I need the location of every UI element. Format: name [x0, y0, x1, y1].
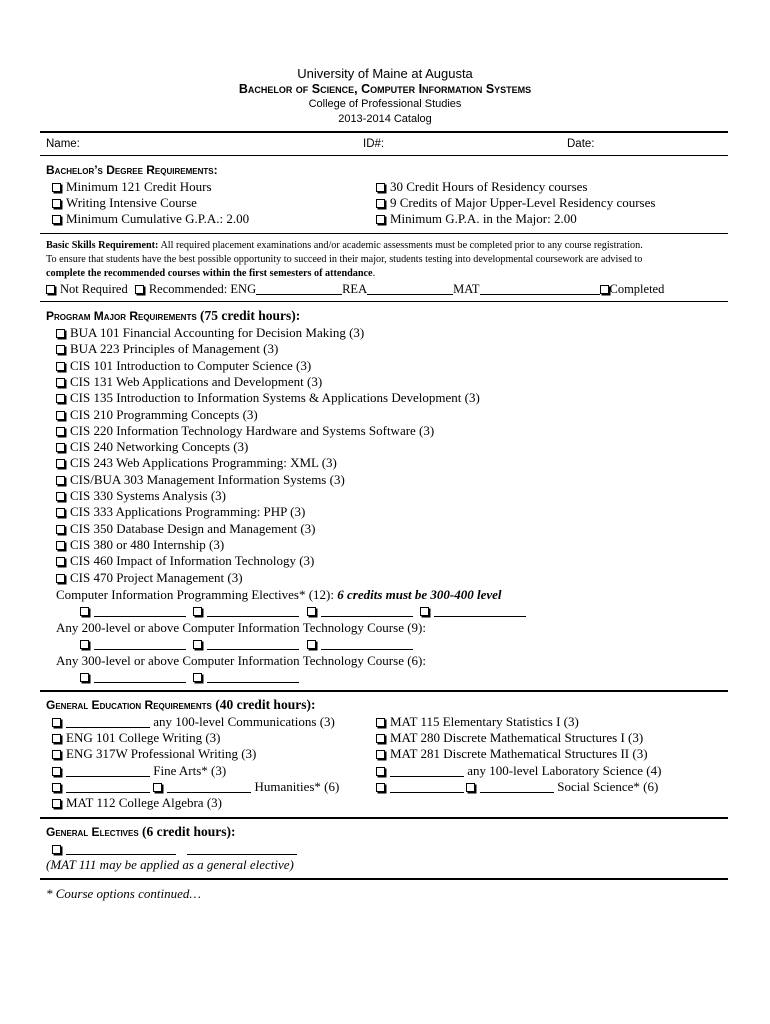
- checkbox[interactable]: [52, 783, 61, 792]
- course-blank[interactable]: [66, 844, 176, 855]
- gened-social-science: Social Science* (6): [376, 779, 658, 795]
- cip-electives-note: 6 credits must be 300-400 level: [337, 587, 502, 602]
- course-label: CIS/BUA 303 Management Information Systems (3): [70, 471, 345, 487]
- gened-mat280: MAT 280 Discrete Mathematical Structures I (3): [376, 730, 643, 746]
- elective-blank[interactable]: [207, 606, 299, 617]
- course-label: CIS 380 or 480 Internship (3): [70, 536, 225, 552]
- major-course-item: [56, 423, 434, 439]
- checkbox[interactable]: [307, 607, 316, 616]
- major-course-item: [56, 341, 278, 357]
- electives-divider: [40, 878, 728, 880]
- cip-electives-blanks: [80, 603, 526, 619]
- gened-lab-science: any 100-level Laboratory Science (4): [376, 763, 661, 779]
- rea-blank[interactable]: [367, 284, 453, 295]
- major-divider: [40, 690, 728, 692]
- basic-skills-divider: [40, 301, 728, 302]
- checkbox[interactable]: [376, 199, 385, 208]
- course-blank[interactable]: [480, 782, 554, 793]
- checkbox[interactable]: [52, 845, 61, 854]
- bachelor-divider: [40, 233, 728, 234]
- basic-skills-label: Basic Skills Requirement:: [46, 240, 159, 251]
- course-label: CIS 330 Systems Analysis (3): [70, 488, 227, 503]
- course-blank[interactable]: [94, 639, 186, 650]
- major-course-item: [56, 390, 480, 406]
- checkbox[interactable]: [376, 183, 385, 192]
- course-blank[interactable]: [66, 717, 150, 728]
- bachelor-req-left-0: Minimum 121 Credit Hours: [52, 179, 212, 195]
- elective-blank[interactable]: [94, 606, 186, 617]
- course-label: BUA 101 Financial Accounting for Decision Making (3): [70, 325, 365, 340]
- bachelor-req-left-2: Minimum Cumulative G.P.A.: 2.00: [52, 211, 249, 227]
- course-label: CIS 333 Applications Programming: PHP (3): [70, 504, 306, 520]
- college-name: College of Professional Studies: [308, 98, 462, 110]
- checkbox[interactable]: [56, 362, 65, 371]
- checkbox[interactable]: [80, 640, 89, 649]
- elective-blank[interactable]: [434, 606, 526, 617]
- gened-humanities: Humanities* (6): [52, 779, 339, 795]
- basic-skills-line-3: complete the recommended courses within the first semesters of attendance.: [46, 268, 376, 279]
- checkbox[interactable]: [56, 525, 65, 534]
- checkbox[interactable]: [52, 718, 61, 727]
- catalog-year: 2013-2014 Catalog: [338, 113, 432, 125]
- checkbox[interactable]: [56, 459, 65, 468]
- checkbox[interactable]: [52, 750, 61, 759]
- basic-skills-line-2: To ensure that students have the best possible opportunity to succeed in their major, students testing into developmental coursework are advised to: [46, 254, 643, 265]
- checkbox[interactable]: [52, 767, 61, 776]
- checkbox[interactable]: [56, 508, 65, 517]
- degree-title: Bachelor of Science, Computer Information Systems: [238, 82, 532, 96]
- checkbox[interactable]: [52, 799, 61, 808]
- course-blank[interactable]: [94, 672, 186, 683]
- checkbox[interactable]: [56, 394, 65, 403]
- checkbox[interactable]: [56, 574, 65, 583]
- major-course-item: [56, 488, 226, 504]
- course-blank[interactable]: [207, 639, 299, 650]
- checkbox[interactable]: [56, 427, 65, 436]
- checkbox[interactable]: [56, 476, 65, 485]
- any200-label: Any 200-level or above Computer Information Technology Course (9):: [56, 620, 426, 635]
- checkbox[interactable]: [56, 557, 65, 566]
- major-course-item: [56, 504, 305, 520]
- major-course-item: [56, 358, 311, 374]
- gened-mat281: MAT 281 Discrete Mathematical Structures II (3): [376, 746, 648, 762]
- course-label: CIS 101 Introduction to Computer Science (3): [70, 357, 312, 373]
- checkbox[interactable]: [466, 783, 475, 792]
- checkbox[interactable]: [376, 783, 385, 792]
- course-label: CIS 210 Programming Concepts (3): [70, 406, 258, 422]
- course-label: CIS 470 Project Management (3): [70, 569, 243, 585]
- major-course-item: [56, 472, 345, 488]
- mat-blank[interactable]: [480, 284, 600, 295]
- bachelor-req-right-1: 9 Credits of Major Upper-Level Residency courses: [376, 195, 655, 211]
- checkbox[interactable]: [52, 215, 61, 224]
- major-course-item: [56, 553, 314, 569]
- checkbox[interactable]: [52, 734, 61, 743]
- checkbox[interactable]: [376, 767, 385, 776]
- recommended-checkbox[interactable]: [135, 285, 144, 294]
- cip-electives-label: Computer Information Programming Electives* (12): 6 credits must be 300-400 level: [56, 587, 502, 602]
- gened-communications: any 100-level Communications (3): [52, 714, 335, 730]
- mat111-note: (MAT 111 may be applied as a general elective): [46, 857, 294, 872]
- course-label: CIS 220 Information Technology Hardware and Systems Software (3): [70, 422, 435, 438]
- course-blank[interactable]: [187, 844, 297, 855]
- course-blank[interactable]: [390, 782, 464, 793]
- checkbox[interactable]: [153, 783, 162, 792]
- placement-status-line: Not Required Recommended: ENG REA MAT Completed: [46, 282, 664, 297]
- course-label: CIS 135 Introduction to Information Systems & Applications Development (3): [70, 390, 480, 406]
- gened-mat112: MAT 112 College Algebra (3): [52, 795, 222, 811]
- major-course-item: [56, 439, 248, 455]
- course-label: CIS 243 Web Applications Programming: XML (3): [70, 455, 337, 471]
- checkbox[interactable]: [376, 718, 385, 727]
- gened-fine-arts: Fine Arts* (3): [52, 763, 226, 779]
- checkbox[interactable]: [56, 443, 65, 452]
- checkbox[interactable]: [52, 183, 61, 192]
- checkbox[interactable]: [307, 640, 316, 649]
- gened-eng101: ENG 101 College Writing (3): [52, 730, 221, 746]
- checkbox[interactable]: [420, 607, 429, 616]
- major-course-item: [56, 407, 258, 423]
- course-label: CIS 131 Web Applications and Development (3): [70, 373, 323, 389]
- checkbox[interactable]: [80, 673, 89, 682]
- completed-checkbox[interactable]: [600, 285, 609, 294]
- any300-blanks: [80, 669, 299, 685]
- gened-eng317: ENG 317W Professional Writing (3): [52, 746, 256, 762]
- course-label: CIS 460 Impact of Information Technology (3): [70, 553, 315, 569]
- checkbox[interactable]: [56, 329, 65, 338]
- course-blank[interactable]: [167, 782, 251, 793]
- major-course-item: [56, 374, 322, 390]
- university-name: University of Maine at Augusta: [297, 66, 473, 81]
- checkbox[interactable]: [193, 673, 202, 682]
- not-required-checkbox[interactable]: [46, 285, 55, 294]
- course-blank[interactable]: [390, 766, 464, 777]
- date-label: Date:: [567, 138, 595, 150]
- eng-blank[interactable]: [256, 284, 342, 295]
- name-label: Name:: [46, 138, 80, 150]
- major-course-item: [56, 325, 364, 341]
- checkbox[interactable]: [52, 199, 61, 208]
- bachelor-req-right-2: Minimum G.P.A. in the Major: 2.00: [376, 211, 577, 227]
- course-label: BUA 223 Principles of Management (3): [70, 341, 279, 357]
- checkbox[interactable]: [56, 541, 65, 550]
- bachelor-requirements-heading: Bachelor’s Degree Requirements:: [46, 163, 218, 177]
- elective-blank[interactable]: [321, 606, 413, 617]
- checkbox[interactable]: [193, 607, 202, 616]
- checkbox[interactable]: [56, 378, 65, 387]
- general-electives-heading: General Electives (6 credit hours):: [46, 824, 236, 839]
- checkbox[interactable]: [80, 607, 89, 616]
- general-education-heading: General Education Requirements (40 credit hours):: [46, 697, 316, 712]
- gened-mat115: MAT 115 Elementary Statistics I (3): [376, 714, 579, 730]
- program-major-heading: Program Major Requirements (75 credit hours):: [46, 308, 301, 323]
- any300-label: Any 300-level or above Computer Information Technology Course (6):: [56, 653, 426, 668]
- course-blank[interactable]: [321, 639, 413, 650]
- checkbox[interactable]: [56, 345, 65, 354]
- checkbox[interactable]: [56, 492, 65, 501]
- footer-note: * Course options continued…: [46, 886, 201, 901]
- header-divider: [40, 131, 728, 133]
- gened-divider: [40, 817, 728, 819]
- checkbox[interactable]: [56, 411, 65, 420]
- course-label: CIS 350 Database Design and Management (3): [70, 520, 316, 536]
- id-label: ID#:: [363, 138, 385, 150]
- checkbox[interactable]: [193, 640, 202, 649]
- any200-blanks: [80, 636, 413, 652]
- major-course-item: [56, 521, 316, 537]
- course-label: CIS 240 Networking Concepts (3): [70, 439, 249, 455]
- bachelor-req-right-0: 30 Credit Hours of Residency courses: [376, 179, 588, 195]
- bachelor-req-left-1: Writing Intensive Course: [52, 195, 197, 211]
- major-course-item: [56, 537, 224, 553]
- checkbox[interactable]: [376, 750, 385, 759]
- major-course-item: [56, 570, 243, 586]
- course-blank[interactable]: [66, 766, 150, 777]
- major-course-item: [56, 455, 337, 471]
- checkbox[interactable]: [376, 734, 385, 743]
- course-blank[interactable]: [207, 672, 299, 683]
- general-electives-blanks: [52, 841, 297, 857]
- info-divider: [40, 155, 728, 156]
- basic-skills-line-1: Basic Skills Requirement: All required placement examinations and/or academic assessments must be completed prior to any course registration.: [46, 240, 643, 251]
- checkbox[interactable]: [376, 215, 385, 224]
- course-blank[interactable]: [66, 782, 150, 793]
